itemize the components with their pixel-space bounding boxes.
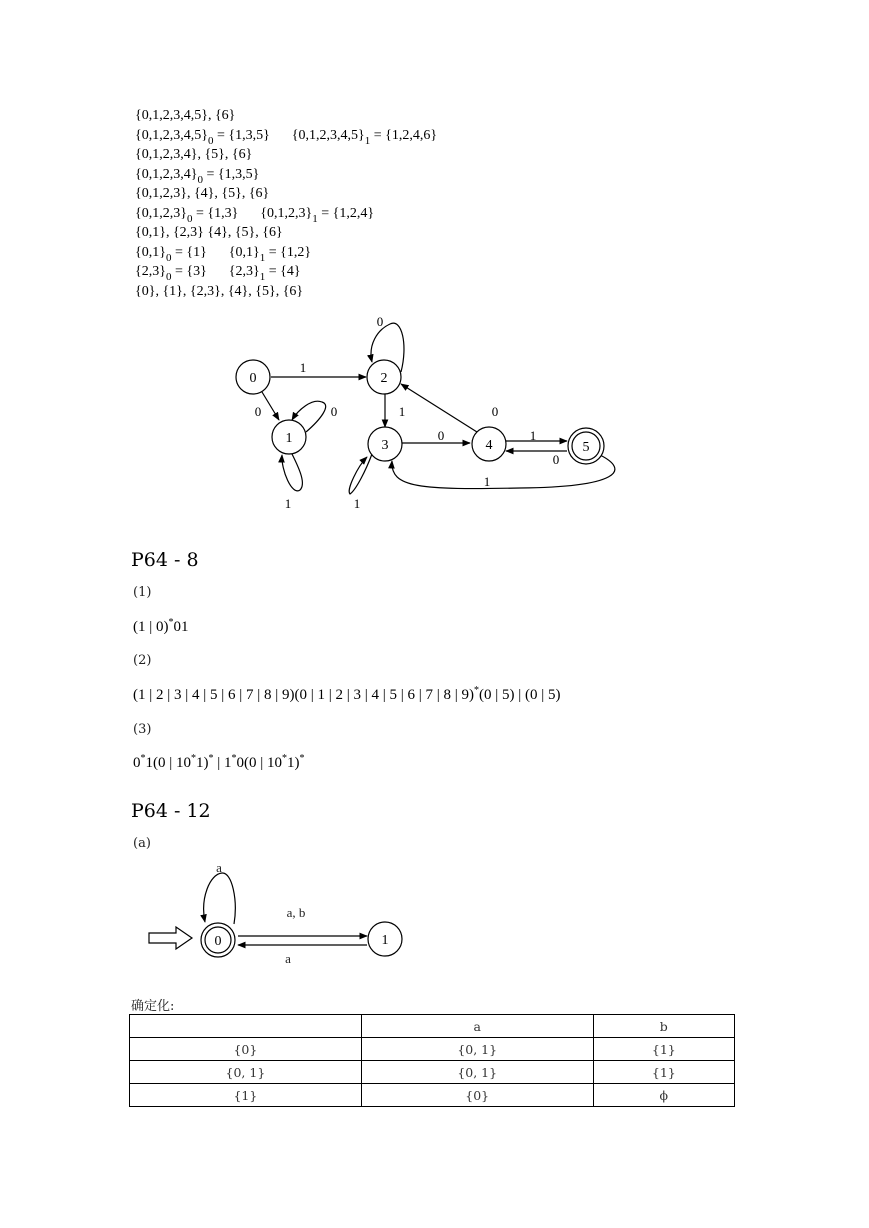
regex-part-1: (1 | 0)*01: [133, 617, 189, 635]
edge-3-self-1: [349, 454, 372, 494]
table-cell: {0}: [130, 1038, 362, 1061]
table-cell: {0, 1}: [130, 1061, 362, 1084]
state-4-label: 4: [485, 438, 493, 453]
edge-4-2: [398, 384, 477, 432]
label-2-3: 1: [398, 404, 406, 419]
state-5-label: 5: [582, 440, 590, 455]
table-cell: ϕ: [593, 1084, 734, 1107]
table-cell: {0}: [361, 1084, 593, 1107]
step-line: $\{0,1,2,3,4\}_0 = \{1,3,5\}$: [135, 166, 260, 186]
label-3-self: 1: [353, 496, 361, 511]
nfa-label-1-0: a: [285, 951, 291, 966]
part-label-1: (1): [133, 585, 152, 600]
determinization-table: [129, 1014, 735, 1107]
state-0-label: 0: [249, 371, 257, 386]
state-1-label: 1: [285, 431, 293, 446]
table-header-row: [130, 1015, 735, 1038]
start-arrow-icon: [149, 927, 192, 949]
sub-label-a: (a): [133, 836, 151, 851]
table-cell: {1}: [130, 1084, 362, 1107]
heading-p64-8: P64 - 8: [131, 549, 199, 571]
step-line: $\{0,1\}_0 = \{1\} \{0,1\}_1 = \{1,2\}$: [135, 244, 312, 264]
table-cell: {1}: [593, 1061, 734, 1084]
regex-part-2: (1 | 2 | 3 | 4 | 5 | 6 | 7 | 8 | 9)(0 | 1 | 2 | 3 | 4 | 5 | 6 | 7 | 8 | 9)*(0 | 5) | (0 | 5): [133, 685, 561, 703]
step-line: {0,1}, {2,3} {4}, {5}, {6}: [135, 225, 283, 240]
step-line: $\{0,1,2,3\}_0 = \{1,3\} \{0,1,2,3\}_1 = \{1,2,4\}$: [135, 205, 375, 225]
edge-1-self-1: [282, 454, 303, 491]
table-cell: {1}: [593, 1038, 734, 1061]
table-header-cell: b: [593, 1015, 734, 1038]
nfa-state-1-label: 1: [381, 933, 389, 948]
state-2-label: 2: [380, 371, 388, 386]
step-line: $\{2,3\}_0 = \{3\} \{2,3\}_1 = \{4\}$: [135, 264, 301, 283]
label-4-5: 1: [529, 428, 537, 443]
edge-0-1: [262, 392, 279, 420]
determinization-caption: 确定化:: [131, 999, 175, 1014]
table-header-cell: [130, 1015, 362, 1038]
heading-p64-12: P64 - 12: [131, 800, 211, 822]
step-line: {0}, {1}, {2,3}, {4}, {5}, {6}: [135, 283, 304, 299]
regex-part-3: 0*1(0 | 10*1)* | 1*0(0 | 10*1)*: [133, 753, 305, 771]
label-4-2: 0: [491, 404, 499, 419]
label-0-2: 1: [299, 360, 307, 375]
nfa-diagram: [0, 850, 869, 975]
nfa-label-self: a: [216, 860, 222, 875]
state-3-label: 3: [381, 438, 389, 453]
table-row: [130, 1061, 735, 1084]
table-cell: {0, 1}: [361, 1061, 593, 1084]
table-cell: {0, 1}: [361, 1038, 593, 1061]
label-2-self: 0: [376, 314, 384, 329]
label-1-self0: 0: [330, 404, 338, 419]
table-row: [130, 1038, 735, 1061]
label-5-3: 1: [483, 474, 491, 489]
step-line: {0,1,2,3}, {4}, {5}, {6}: [135, 186, 270, 201]
label-0-1: 0: [254, 404, 262, 419]
part-label-2: (2): [133, 653, 152, 668]
nfa-label-0-1: a, b: [286, 905, 306, 920]
step-line: {0,1,2,3,4}, {5}, {6}: [135, 147, 253, 162]
part-label-3: (3): [133, 722, 152, 737]
minimized-dfa-diagram: [0, 0, 869, 530]
step-line: $\{0,1,2,3,4,5\}_0 = \{1,3,5\} \{0,1,2,3,4,5\}_1 = \{1,2,4,6\}$: [135, 127, 438, 147]
label-3-4: 0: [437, 428, 445, 443]
edge-0-self-a: [204, 873, 236, 924]
table-header-cell: a: [361, 1015, 593, 1038]
label-5-4: 0: [552, 452, 560, 467]
label-1-self1: 1: [284, 496, 292, 511]
step-line: {0,1,2,3,4,5}, {6}: [135, 108, 236, 123]
nfa-state-0-label: 0: [214, 934, 222, 949]
table-row: [130, 1084, 735, 1107]
